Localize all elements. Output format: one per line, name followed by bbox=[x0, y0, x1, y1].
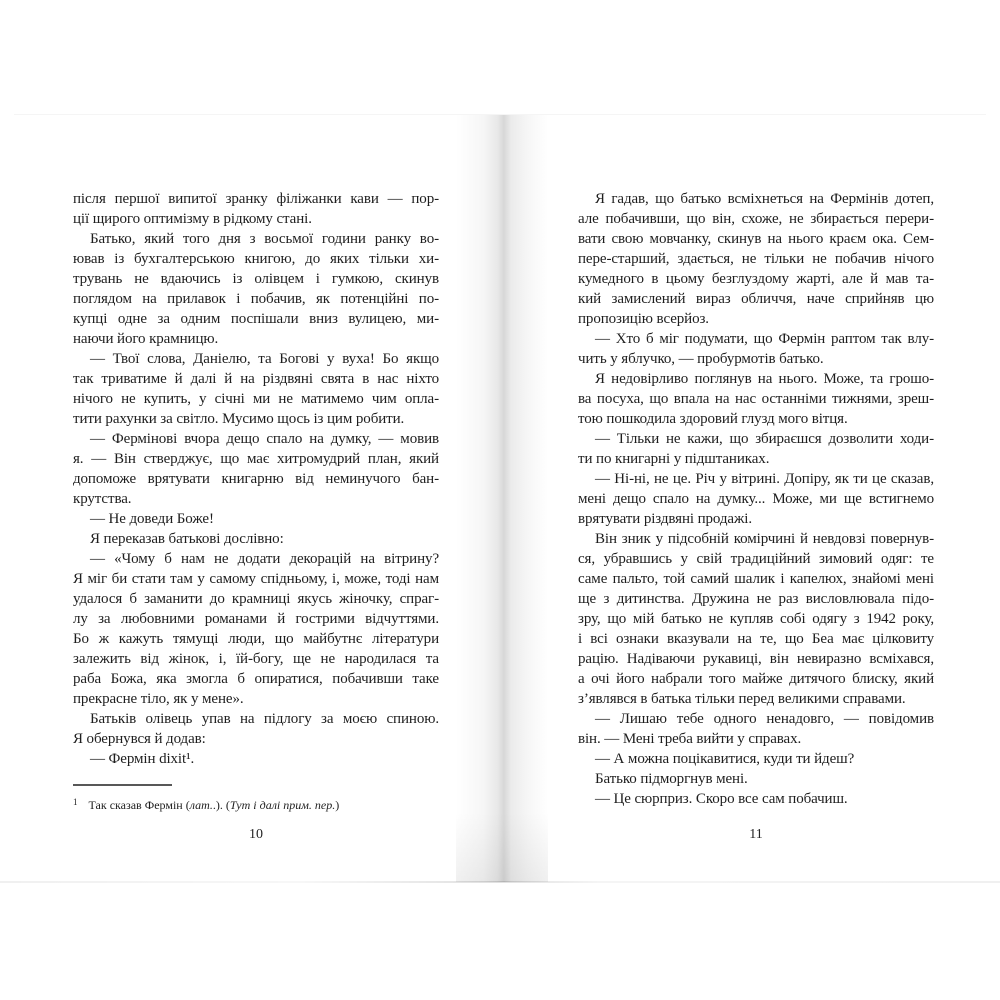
text-line: — Ні-ні, не це. Річ у вітрині. Допіру, як ти це сказав, bbox=[595, 471, 934, 487]
text-line: кумедного в цьому безглуздому жарті, але й мав та- bbox=[578, 271, 934, 287]
text-line: я. — Він стверджує, що має хитромудрий план, який bbox=[73, 451, 439, 467]
text-line: купці одне за одним поспішали вниз вулицею, ми- bbox=[73, 311, 439, 327]
footnote bbox=[73, 784, 439, 813]
text-line: тити рахунки за світло. Мусимо щось із цим робити. bbox=[73, 411, 405, 427]
text-line: ював із бухгалтерською книгою, до яких тільки хи- bbox=[73, 251, 439, 267]
text-line: так триватиме й далі й на різдвяні свята в нас ніхто bbox=[73, 371, 439, 387]
text-line: наючи його крамницю. bbox=[73, 331, 219, 347]
text-line: ти по книгарні у підштаниках. bbox=[578, 451, 770, 467]
text-line: після першої випитої зранку філіжанки кави — пор- bbox=[73, 191, 439, 207]
text-line: — Тільки не кажи, що збираєшся дозволити ходи- bbox=[595, 431, 934, 447]
text-line: Батько підморгнув мені. bbox=[595, 771, 748, 787]
text-line: поглядом на прилавок і побачив, як потенційні по- bbox=[73, 291, 439, 307]
text-line: — «Чому б нам не додати декорацій на вітрину? bbox=[90, 551, 439, 567]
text-line: і всі ознаки вказували на те, що Беа має цілковиту bbox=[578, 631, 934, 647]
text-line: — Лишаю тебе одного ненадовго, — повідомив bbox=[595, 711, 934, 727]
text-line: пропозицію всерйоз. bbox=[578, 311, 709, 327]
page-number-left: 10 bbox=[249, 827, 263, 842]
text-line: Я недовірливо поглянув на нього. Може, та грошо- bbox=[595, 371, 934, 387]
text-line: крутства. bbox=[73, 491, 132, 507]
text-line: — Фермінові вчора дещо спало на думку, — мовив bbox=[90, 431, 439, 447]
text-line: — Не доведи Боже! bbox=[90, 511, 214, 527]
text-line: ся, убравшись у свій традиційний зимовий одяг: те bbox=[578, 551, 934, 567]
text-line: Я гадав, що батько всміхнеться на Фермінів дотеп, bbox=[595, 191, 934, 207]
text-line: — Твої слова, Даніелю, та Богові у вуха! Бо якщо bbox=[90, 351, 439, 367]
text-line: Я міг би стати там у самому спідньому, і, може, тоді нам bbox=[73, 571, 439, 587]
text-line: з’являвся в батька тільки перед великими справами. bbox=[578, 691, 906, 707]
page-bottom-edge bbox=[0, 881, 1000, 883]
footnote-marker: 1 bbox=[73, 797, 78, 807]
book-gutter-shadow bbox=[456, 115, 548, 882]
footnote-text bbox=[73, 795, 439, 813]
text-line: ще з дитинства. Дружина не раз висловлювала підо- bbox=[578, 591, 934, 607]
text-line: нічого не купить, у січні ми не матимемо чим опла- bbox=[73, 391, 439, 407]
text-line: тою пошкодила здоровий глузд мого вітця. bbox=[578, 411, 848, 427]
text-line: Батьків олівець упав на підлогу за моєю спиною. bbox=[90, 711, 439, 727]
text-line: Він зник у підсобній комірчині й невдовзі повернув- bbox=[595, 531, 934, 547]
text-line: Бо ж кажуть тямущі люди, що майбутнє літератури bbox=[73, 631, 439, 647]
left-page-text bbox=[73, 189, 439, 769]
text-line: раба Божа, яка змогла б опиратися, побачивши таке bbox=[73, 671, 439, 687]
text-line: Я обернувся й додав: bbox=[73, 731, 206, 747]
text-line: — Фермін dixit¹. bbox=[90, 751, 195, 767]
text-line: — Це сюрприз. Скоро все сам побачиш. bbox=[595, 791, 848, 807]
text-line: зру, що мій батько не купляв собі одягу з 1942 року, bbox=[578, 611, 934, 627]
text-line: ції щирого оптимізму в рідкому стані. bbox=[73, 211, 312, 227]
text-line: удалося б заманити до крамниці якусь жіночку, спраг- bbox=[73, 591, 439, 607]
text-line: Я переказав батькові дослівно: bbox=[90, 531, 284, 547]
text-line: трувань не вдаючись із олівцем і гумкою, скинув bbox=[73, 271, 439, 287]
right-page-text bbox=[578, 189, 934, 809]
text-line: залежить від жінок, і, їй-богу, ще не народилася та bbox=[73, 651, 439, 667]
text-line: врятувати різдвяні продажі. bbox=[578, 511, 752, 527]
text-line: допоможе врятувати книгарню від неминучого бан- bbox=[73, 471, 439, 487]
text-line: — Хто б міг подумати, що Фермін раптом так влу- bbox=[595, 331, 934, 347]
text-line: лу за любовними романами й гострими відчуттями. bbox=[73, 611, 439, 627]
footnote-rule bbox=[73, 784, 172, 786]
text-line: Батько, який того дня з восьмої години ранку во- bbox=[90, 231, 439, 247]
footnote-body: Так сказав Фермін (лат..). (Тут і далі прим. пер.) bbox=[88, 798, 340, 812]
text-line: прекрасне тіло, як у мене». bbox=[73, 691, 244, 707]
text-line: — А можна поцікавитися, куди ти йдеш? bbox=[595, 751, 855, 767]
text-line: але побачивши, що він, схоже, не збирається перери- bbox=[578, 211, 934, 227]
page-number-right: 11 bbox=[749, 827, 763, 842]
text-line: він. — Мені треба вийти у справах. bbox=[578, 731, 802, 747]
text-line: ва посуха, що впала на нас останніми тижнями, зреш- bbox=[578, 391, 934, 407]
text-line: пере-старший, здається, не тільки не побачив нічого bbox=[578, 251, 934, 267]
text-line: кий замислений вираз обличчя, наче сприйняв цю bbox=[578, 291, 934, 307]
text-line: вати свою мовчанку, скинув на нього краєм ока. Сем- bbox=[578, 231, 934, 247]
text-line: чить у яблучко, — пробурмотів батько. bbox=[578, 351, 824, 367]
text-line: рацію. Надіваючи рукавиці, він невиразно всміхався, bbox=[578, 651, 934, 667]
text-line: мені дещо спало на думку... Може, ми ще встигнемо bbox=[578, 491, 934, 507]
text-line: саме пальто, той самий шалик і капелюх, знайомі мені bbox=[578, 571, 934, 587]
text-line: а очі його набрали того майже дитячого блиску, який bbox=[578, 671, 934, 687]
